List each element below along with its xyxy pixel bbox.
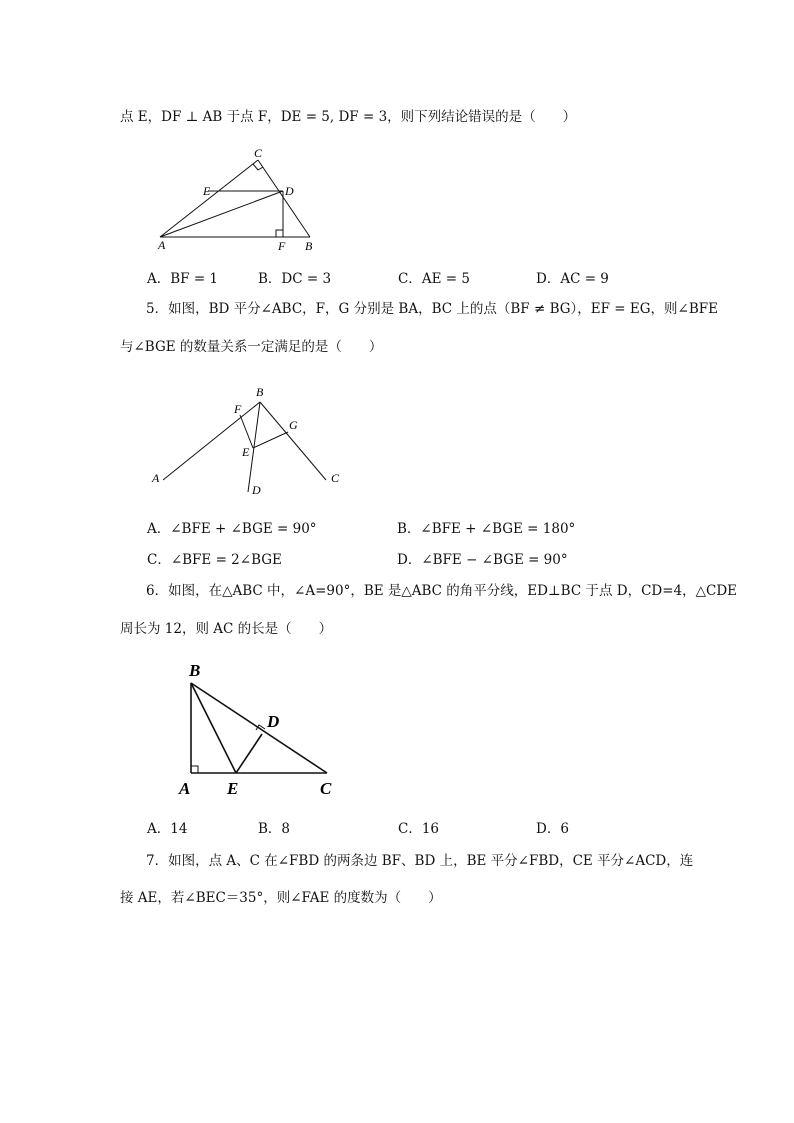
q6-option-b: B．8	[258, 821, 291, 837]
q4-option-b: B．DC = 3	[258, 271, 332, 287]
q6-stem-line2: 周长为 12，则 AC 的长是（ ）	[120, 621, 333, 637]
q7-stem-line1: 7．如图，点 A、C 在∠FBD 的两条边 BF、BD 上，BE 平分∠FBD，CE 平分∠ACD，连	[146, 853, 694, 869]
q5-stem-line2: 与∠BGE 的数量关系一定满足的是（ ）	[120, 339, 383, 355]
q4-option-c: C．AE = 5	[398, 271, 470, 287]
q5-label-b: B	[256, 385, 264, 399]
q6-figure	[170, 656, 350, 802]
q7-stem-line2: 接 AE，若∠BEC＝35°，则∠FAE 的度数为（ ）	[120, 890, 442, 906]
q5-figure	[148, 382, 348, 500]
q5-option-b: B．∠BFE + ∠BGE = 180°	[397, 521, 576, 537]
q5-label-f: F	[234, 402, 242, 416]
q5-option-d: D．∠BFE − ∠BGE = 90°	[397, 552, 568, 568]
q4-figure	[150, 144, 330, 254]
q6-option-d: D．6	[536, 821, 569, 837]
q5-label-g: G	[289, 418, 298, 432]
q4-option-a: A．BF = 1	[147, 271, 219, 287]
q6-label-a: A	[179, 779, 191, 798]
q6-option-a: A．14	[147, 821, 188, 837]
q5-option-c: C．∠BFE = 2∠BGE	[147, 552, 282, 568]
q5-label-e: E	[242, 445, 250, 459]
q4-label-b: B	[305, 239, 313, 253]
q4-stem: 点 E，DF ⊥ AB 于点 F，DE = 5, DF = 3，则下列结论错误的是（ ）	[120, 109, 577, 125]
q6-label-b: B	[189, 661, 201, 680]
q4-label-a: A	[158, 238, 166, 252]
q5-stem-line1: 5．如图，BD 平分∠ABC，F，G 分别是 BA，BC 上的点（BF ≠ BG），EF = EG，则∠BFE	[146, 301, 718, 317]
q6-label-d: D	[267, 712, 280, 731]
q4-label-d: D	[285, 184, 294, 198]
q5-label-d: D	[252, 483, 261, 497]
q4-label-f: F	[278, 239, 286, 253]
q5-label-c: C	[331, 471, 340, 485]
q4-label-c: C	[254, 146, 263, 160]
q6-option-c: C．16	[398, 821, 440, 837]
q6-label-e: E	[227, 779, 239, 798]
q4-option-d: D．AC = 9	[536, 271, 609, 287]
q5-label-a: A	[152, 471, 160, 485]
q4-label-e: E	[203, 184, 211, 198]
q6-label-c: C	[320, 779, 332, 798]
q6-stem-line1: 6．如图，在△ABC 中，∠A=90°，BE 是△ABC 的角平分线，ED⊥BC 于点 D，CD=4，△CDE	[146, 583, 738, 599]
q5-option-a: A．∠BFE + ∠BGE = 90°	[147, 521, 317, 537]
